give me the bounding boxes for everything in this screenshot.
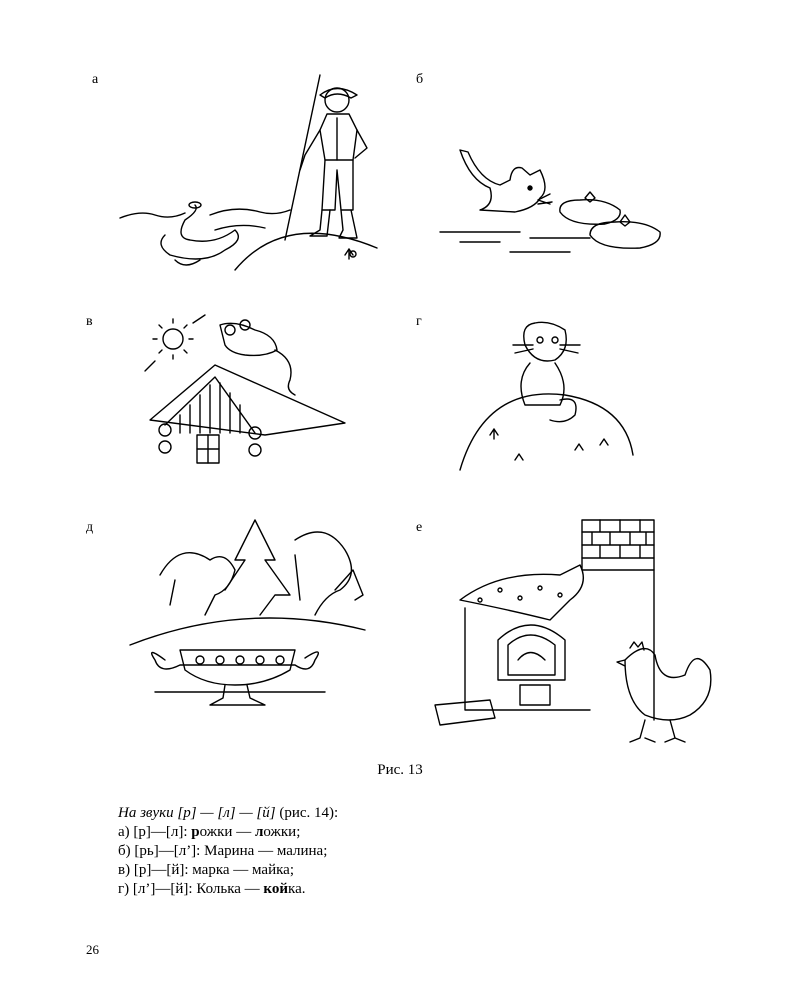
illustration-stove-rooster	[430, 520, 720, 745]
item-separator: —	[254, 843, 277, 859]
exercise-item	[118, 880, 338, 899]
exercise-heading	[118, 804, 338, 823]
panel-letter-v: в	[86, 314, 93, 329]
item-word2-bold: л	[254, 824, 264, 840]
item-separator: —	[240, 881, 264, 897]
item-word1-rest: ка	[215, 862, 230, 878]
item-separator: —	[229, 862, 253, 878]
exercise-item	[118, 842, 338, 861]
panel-letter-e: е	[416, 520, 423, 535]
item-end: ;	[296, 824, 301, 840]
item-word2-rest: ожки	[263, 824, 297, 840]
illustration-vase-forest	[125, 520, 370, 720]
item-word2-start: май	[252, 862, 277, 878]
panel-letter-d: д	[86, 520, 94, 535]
item-word2-rest: ка	[276, 862, 290, 878]
panel-letter-g: г	[416, 314, 422, 329]
item-prefix: г) [л’]—[й]:	[118, 881, 197, 897]
panel-letter-b: б	[416, 72, 424, 87]
illustration-fisherman-catfish	[115, 70, 385, 290]
item-word1-rest: ька	[220, 881, 241, 897]
illustration-mouse-on-roof	[145, 315, 355, 475]
item-end: .	[301, 881, 306, 897]
illustration-kitten-slippers	[440, 140, 670, 270]
item-end: ;	[289, 862, 295, 878]
item-word1-start: Мар	[204, 843, 232, 859]
exercise-heading-italic: На звуки [р] — [л] — [й]	[118, 805, 276, 821]
figure-caption: Рис. 13	[377, 762, 423, 778]
item-word1-start: Кол	[196, 881, 221, 897]
item-word1-start: мар	[192, 862, 216, 878]
illustration-cat-on-hill	[455, 315, 645, 475]
item-word1-rest: ожки	[199, 824, 233, 840]
item-prefix: а) [р]—[л]:	[118, 824, 192, 840]
exercise-item	[118, 823, 338, 842]
item-word2-bold: кой	[263, 881, 289, 897]
page-number: 26	[86, 942, 99, 957]
item-word2-start: мал	[276, 843, 301, 859]
item-word1-bold: р	[191, 824, 200, 840]
panel-letter-a: а	[92, 72, 99, 87]
exercise-block	[118, 804, 338, 899]
item-word2-rest: ина	[300, 843, 324, 859]
exercise-item	[118, 861, 338, 880]
item-prefix: в) [р]—[й]:	[118, 862, 193, 878]
exercise-heading-ref: (рис. 14):	[275, 805, 339, 821]
item-end: ;	[323, 843, 328, 859]
item-word1-rest: ина	[231, 843, 255, 859]
item-word2-rest: ка	[288, 881, 302, 897]
item-separator: —	[232, 824, 255, 840]
item-prefix: б) [рь]—[л’]:	[118, 843, 205, 859]
